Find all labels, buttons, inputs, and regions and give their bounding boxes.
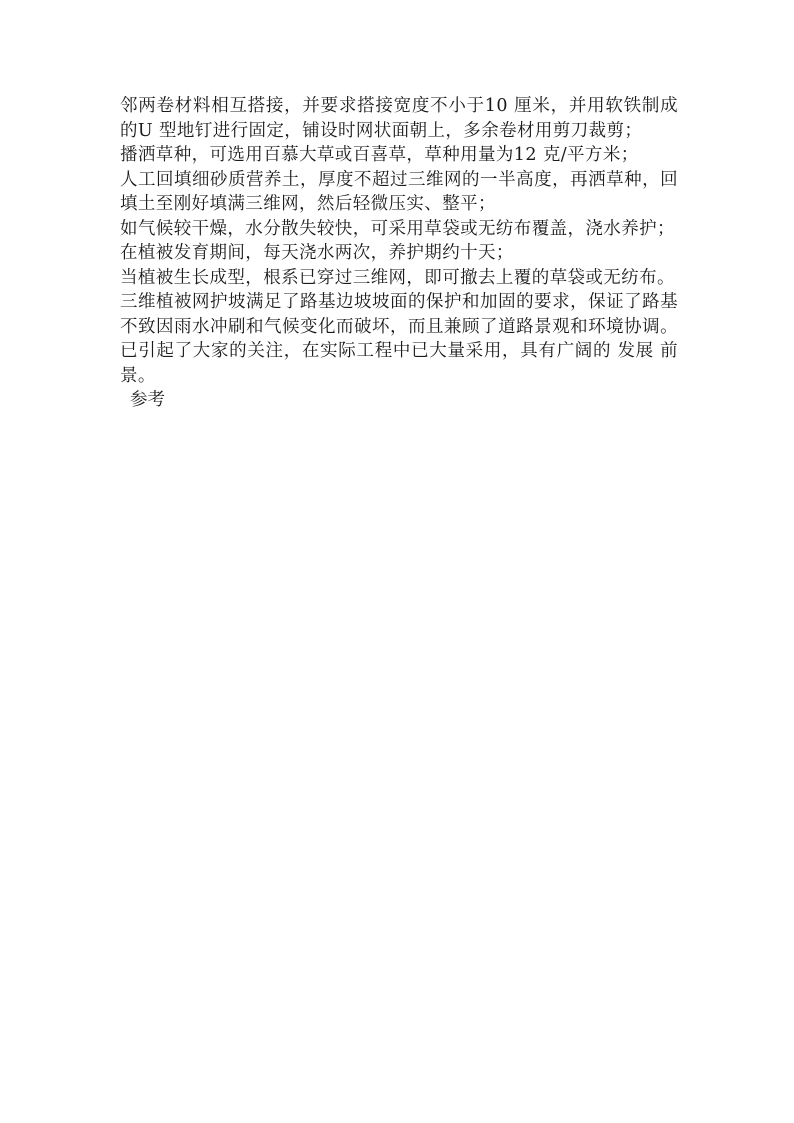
paragraph-remove-cover: 当植被生长成型，根系已穿过三维网，即可撤去上覆的草袋或无纺布。 <box>120 267 675 288</box>
paragraph-laying-geonet: 邻两卷材料相互搭接，并要求搭接宽度不小于10 厘米，并用软铁制成的U 型地钉进行固定，铺设时网状面朝上，多余卷材用剪刀裁剪； <box>120 96 678 141</box>
document-body <box>120 94 678 413</box>
paragraph-covering: 如气候较干燥，水分散失较快，可采用草袋或无纺布覆盖，浇水养护； <box>120 218 675 239</box>
paragraph-sowing-seed: 播洒草种，可选用百慕大草或百喜草，草种用量为12 克/平方米； <box>120 145 639 165</box>
reference-heading: 参考 <box>130 390 165 410</box>
paragraph-conclusion: 三维植被网护坡满足了路基边坡坡面的保护和加固的要求，保证了路基不致因雨水冲刷和气候变化而破坏，而且兼顾了道路景观和环境协调。已引起了大家的关注，在实际工程中已大量采用，具有广阔的 发展 前景。 <box>120 292 678 386</box>
paragraph-backfill-soil: 人工回填细砂质营养土，厚度不超过三维网的一半高度，再洒草种，回填土至刚好填满三维网，然后轻微压实、整平； <box>120 169 678 214</box>
paragraph-watering: 在植被发育期间，每天浇水两次，养护期约十天； <box>120 243 514 263</box>
